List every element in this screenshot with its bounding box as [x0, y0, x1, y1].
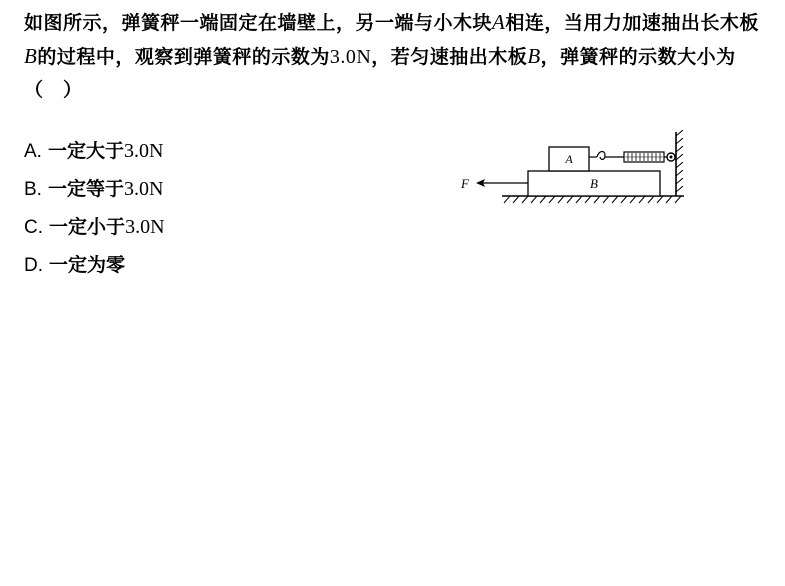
option-b[interactable] — [24, 170, 165, 208]
option-letter: B. — [24, 179, 42, 200]
option-letter: A. — [24, 141, 42, 162]
question-text-part-1: 如图所示，弹簧秤一端固定在墙壁上，另一端与小木块 — [24, 12, 493, 34]
option-letter: C. — [24, 217, 43, 238]
force-label: F — [461, 176, 469, 191]
ground — [502, 196, 684, 203]
option-d[interactable] — [24, 246, 165, 284]
question-text-part-3: 的过程中，观察到弹簧秤的示数为 — [37, 46, 330, 68]
board-b-label: B — [590, 176, 598, 191]
question-text-part-4: ，若匀速抽出木板 — [371, 46, 528, 68]
option-text: 一定为零 — [49, 254, 126, 276]
option-value: 3.0N — [124, 178, 164, 200]
option-text: 一定大于 — [48, 140, 125, 162]
physics-diagram — [452, 126, 692, 208]
question-stem — [24, 6, 769, 107]
option-text: 一定等于 — [48, 178, 125, 200]
spring-reading-value: 3.0N — [329, 46, 372, 68]
question-text-part-5: ，弹簧秤的示数大小为（ ） — [24, 46, 736, 101]
option-c[interactable] — [24, 208, 165, 246]
block-a-label: A — [565, 152, 573, 166]
force-arrow — [476, 179, 528, 187]
board-b-variable-2: B — [527, 44, 541, 68]
option-a[interactable] — [24, 132, 165, 170]
spring-scale — [589, 151, 675, 162]
option-text: 一定小于 — [49, 216, 126, 238]
option-value: 3.0N — [124, 140, 164, 162]
board-b-variable: B — [24, 44, 38, 68]
option-letter: D. — [24, 255, 43, 276]
question-text-part-2: 相连，当用力加速抽出长木板 — [505, 12, 759, 34]
block-a-variable: A — [492, 10, 506, 34]
option-value: 3.0N — [125, 216, 165, 238]
wall — [676, 130, 683, 196]
answer-options — [24, 132, 165, 284]
